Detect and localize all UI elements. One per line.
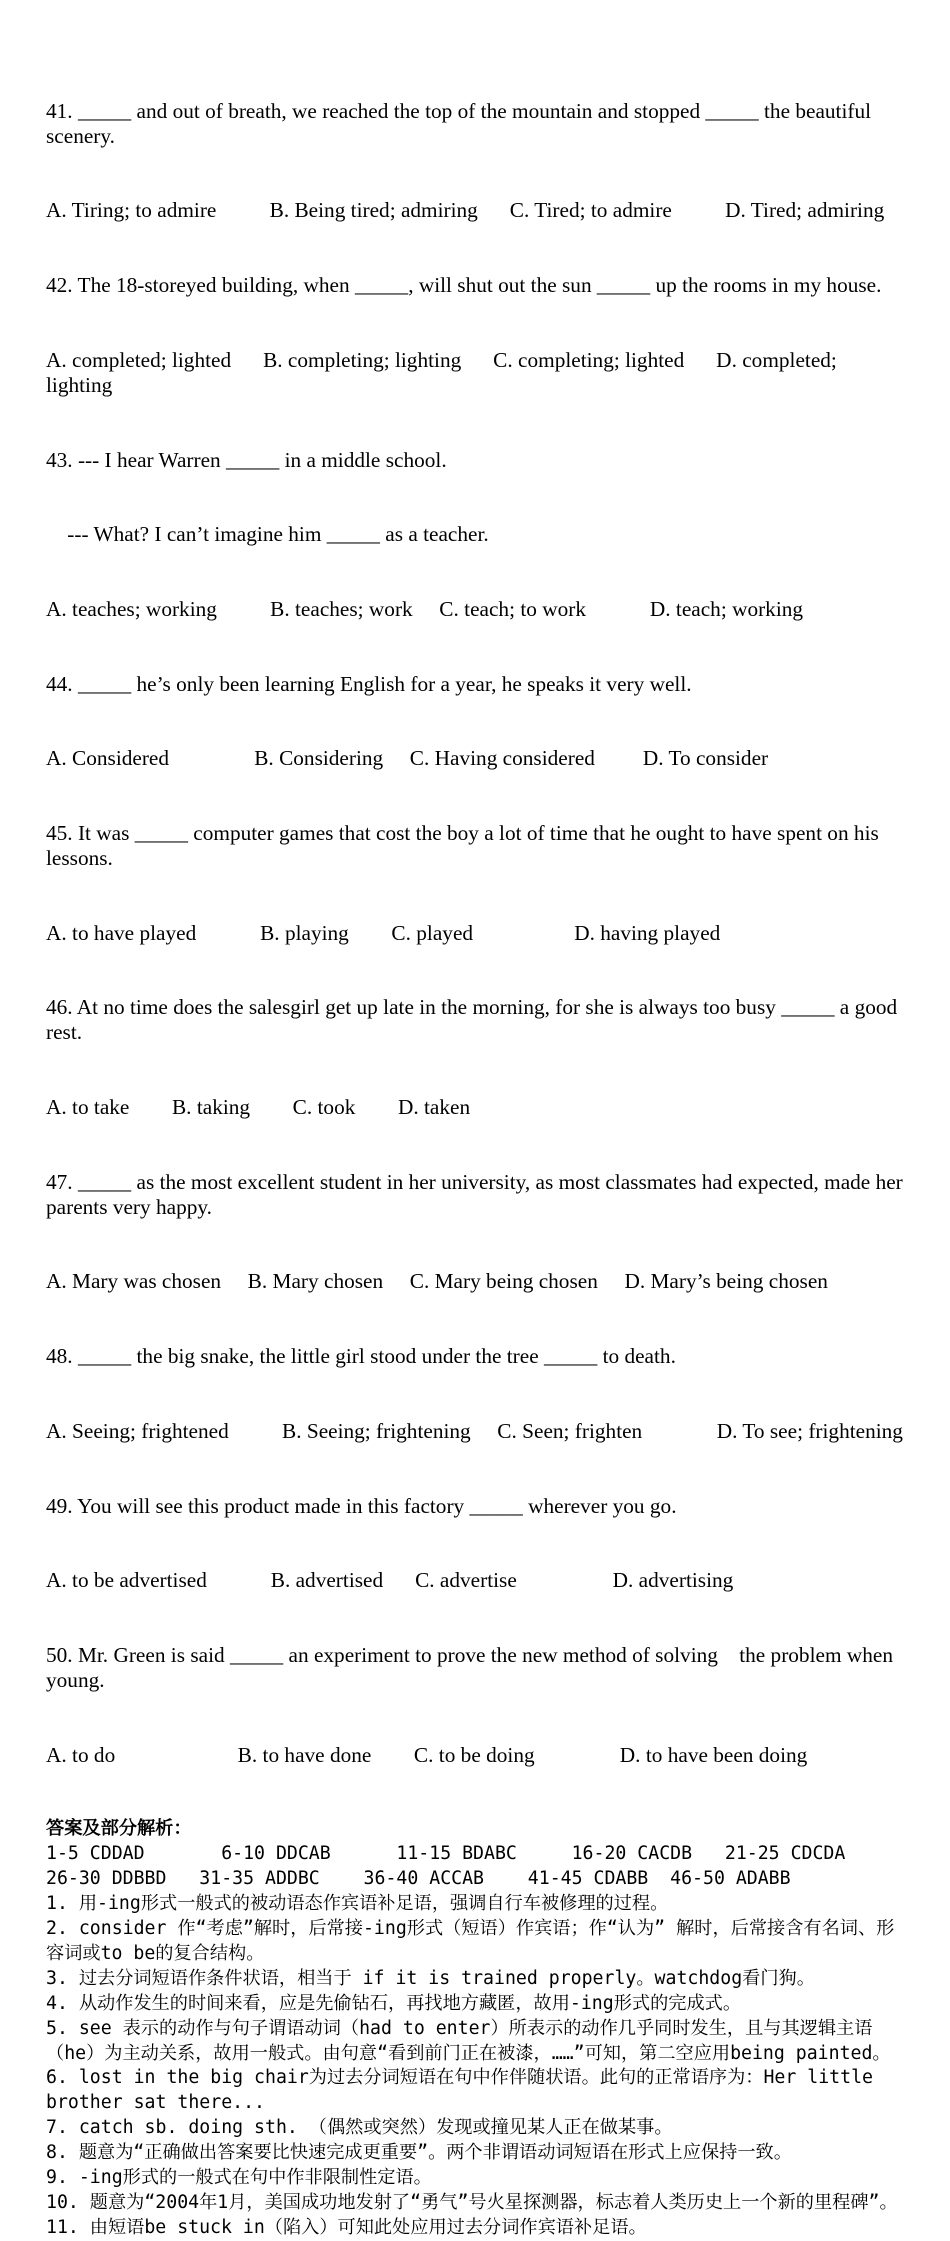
explanation-6: 6. lost in the big chair为过去分词短语在句中作伴随状语。此句的正常语序为：Her little brother sat there...: [46, 2067, 884, 2114]
explanation-3: 3. 过去分词短语作条件状语，相当于 if it is trained properly。watchdog看门狗。: [46, 1967, 815, 1989]
explanation-9: 9. -ing形式的一般式在句中作非限制性定语。: [46, 2167, 432, 2189]
explanation-8: 8. 题意为“正确做出答案要比快速完成更重要”。两个非谓语动词短语在形式上应保持一致。: [46, 2142, 792, 2164]
explanation-4: 4. 从动作发生的时间来看，应是先偷钻石，再找地方藏匿，故用-ing形式的完成式。: [46, 1992, 742, 2014]
explanation-2: 2. consider 作“考虑”解时，后常接-ing形式（短语）作宾语；作“认为” 解时，后常接含有名词、形容词或to be的复合结构。: [46, 1917, 895, 1964]
explanation-10: 10. 题意为“2004年1月，美国成功地发射了“勇气”号火星探测器，标志着人类历史上一个新的里程碑”。: [46, 2191, 898, 2213]
document-page: [46, 49, 908, 2241]
question-47-stem: 47. _____ as the most excellent student in her university, as most classmates had expected, made her parents very happy.: [46, 1169, 909, 1219]
question-49-options: A. to be advertised B. advertised C. advertise D. advertising: [46, 1568, 734, 1593]
answer-key-line-2: 26-30 DDBBD 31-35 ADDBC 36-40 ACCAB 41-45 CDABB 46-50 ADABB: [46, 1868, 791, 1890]
question-44-stem: 44. _____ he’s only been learning English for a year, he speaks it very well.: [46, 671, 692, 696]
question-46-options: A. to take B. taking C. took D. taken: [46, 1095, 471, 1120]
question-43-stem-reply: --- What? I can’t imagine him _____ as a teacher.: [46, 522, 489, 547]
question-48-stem: 48. _____ the big snake, the little girl stood under the tree _____ to death.: [46, 1344, 676, 1369]
question-list: [46, 49, 908, 1817]
question-41-stem: 41. _____ and out of breath, we reached the top of the mountain and stopped _____ the beautiful scenery.: [46, 98, 877, 148]
answers-heading: 答案及部分解析：: [46, 1818, 192, 1840]
explanation-11: 11. 由短语be stuck in（陷入）可知此处应用过去分词作宾语补足语。: [46, 2216, 647, 2238]
question-42-stem: 42. The 18-storeyed building, when _____, will shut out the sun _____ up the rooms in my house.: [46, 273, 882, 298]
answer-key-line-1: 1-5 CDDAD 6-10 DDCAB 11-15 BDABC 16-20 CACDB 21-25 CDCDA: [46, 1843, 846, 1865]
question-49-stem: 49. You will see this product made in this factory _____ wherever you go.: [46, 1493, 677, 1518]
question-43-options: A. teaches; working B. teaches; work C. teach; to work D. teach; working: [46, 596, 804, 621]
explanation-1: 1. 用-ing形式一般式的被动语态作宾语补足语，强调自行车被修理的过程。: [46, 1893, 669, 1915]
question-48-options: A. Seeing; frightened B. Seeing; frightening C. Seen; frighten D. To see; frightening: [46, 1418, 903, 1443]
question-46-stem: 46. At no time does the salesgirl get up late in the morning, for she is always too busy _____ a good rest.: [46, 995, 903, 1045]
question-50-options: A. to do B. to have done C. to be doing D. to have been doing: [46, 1742, 808, 1767]
question-43-stem: 43. --- I hear Warren _____ in a middle school.: [46, 447, 447, 472]
question-45-stem: 45. It was _____ computer games that cost the boy a lot of time that he ought to have spent on his lessons.: [46, 821, 885, 870]
question-45-options: A. to have played B. playing C. played D. having played: [46, 920, 721, 945]
question-41-options: A. Tiring; to admire B. Being tired; admiring C. Tired; to admire D. Tired; admiring: [46, 198, 885, 223]
explanation-5: 5. see 表示的动作与句子谓语动词（had to enter）所表示的动作几乎同时发生，且与其逻辑主语（he）为主动关系，故用一般式。由句意“看到前门正在被漆，……”可知，第二空应用being painted。: [46, 2017, 891, 2064]
question-47-options: A. Mary was chosen B. Mary chosen C. Mary being chosen D. Mary’s being chosen: [46, 1269, 828, 1294]
explanation-7: 7. catch sb. doing sth. （偶然或突然）发现或撞见某人正在做某事。: [46, 2117, 673, 2139]
question-42-options: A. completed; lighted B. completing; lighting C. completing; lighted D. completed; lighting: [46, 347, 843, 397]
question-50-stem: 50. Mr. Green is said _____ an experiment to prove the new method of solving the problem when young.: [46, 1643, 899, 1692]
question-44-options: A. Considered B. Considering C. Having considered D. To consider: [46, 746, 769, 771]
answers-section: [46, 1817, 908, 2240]
